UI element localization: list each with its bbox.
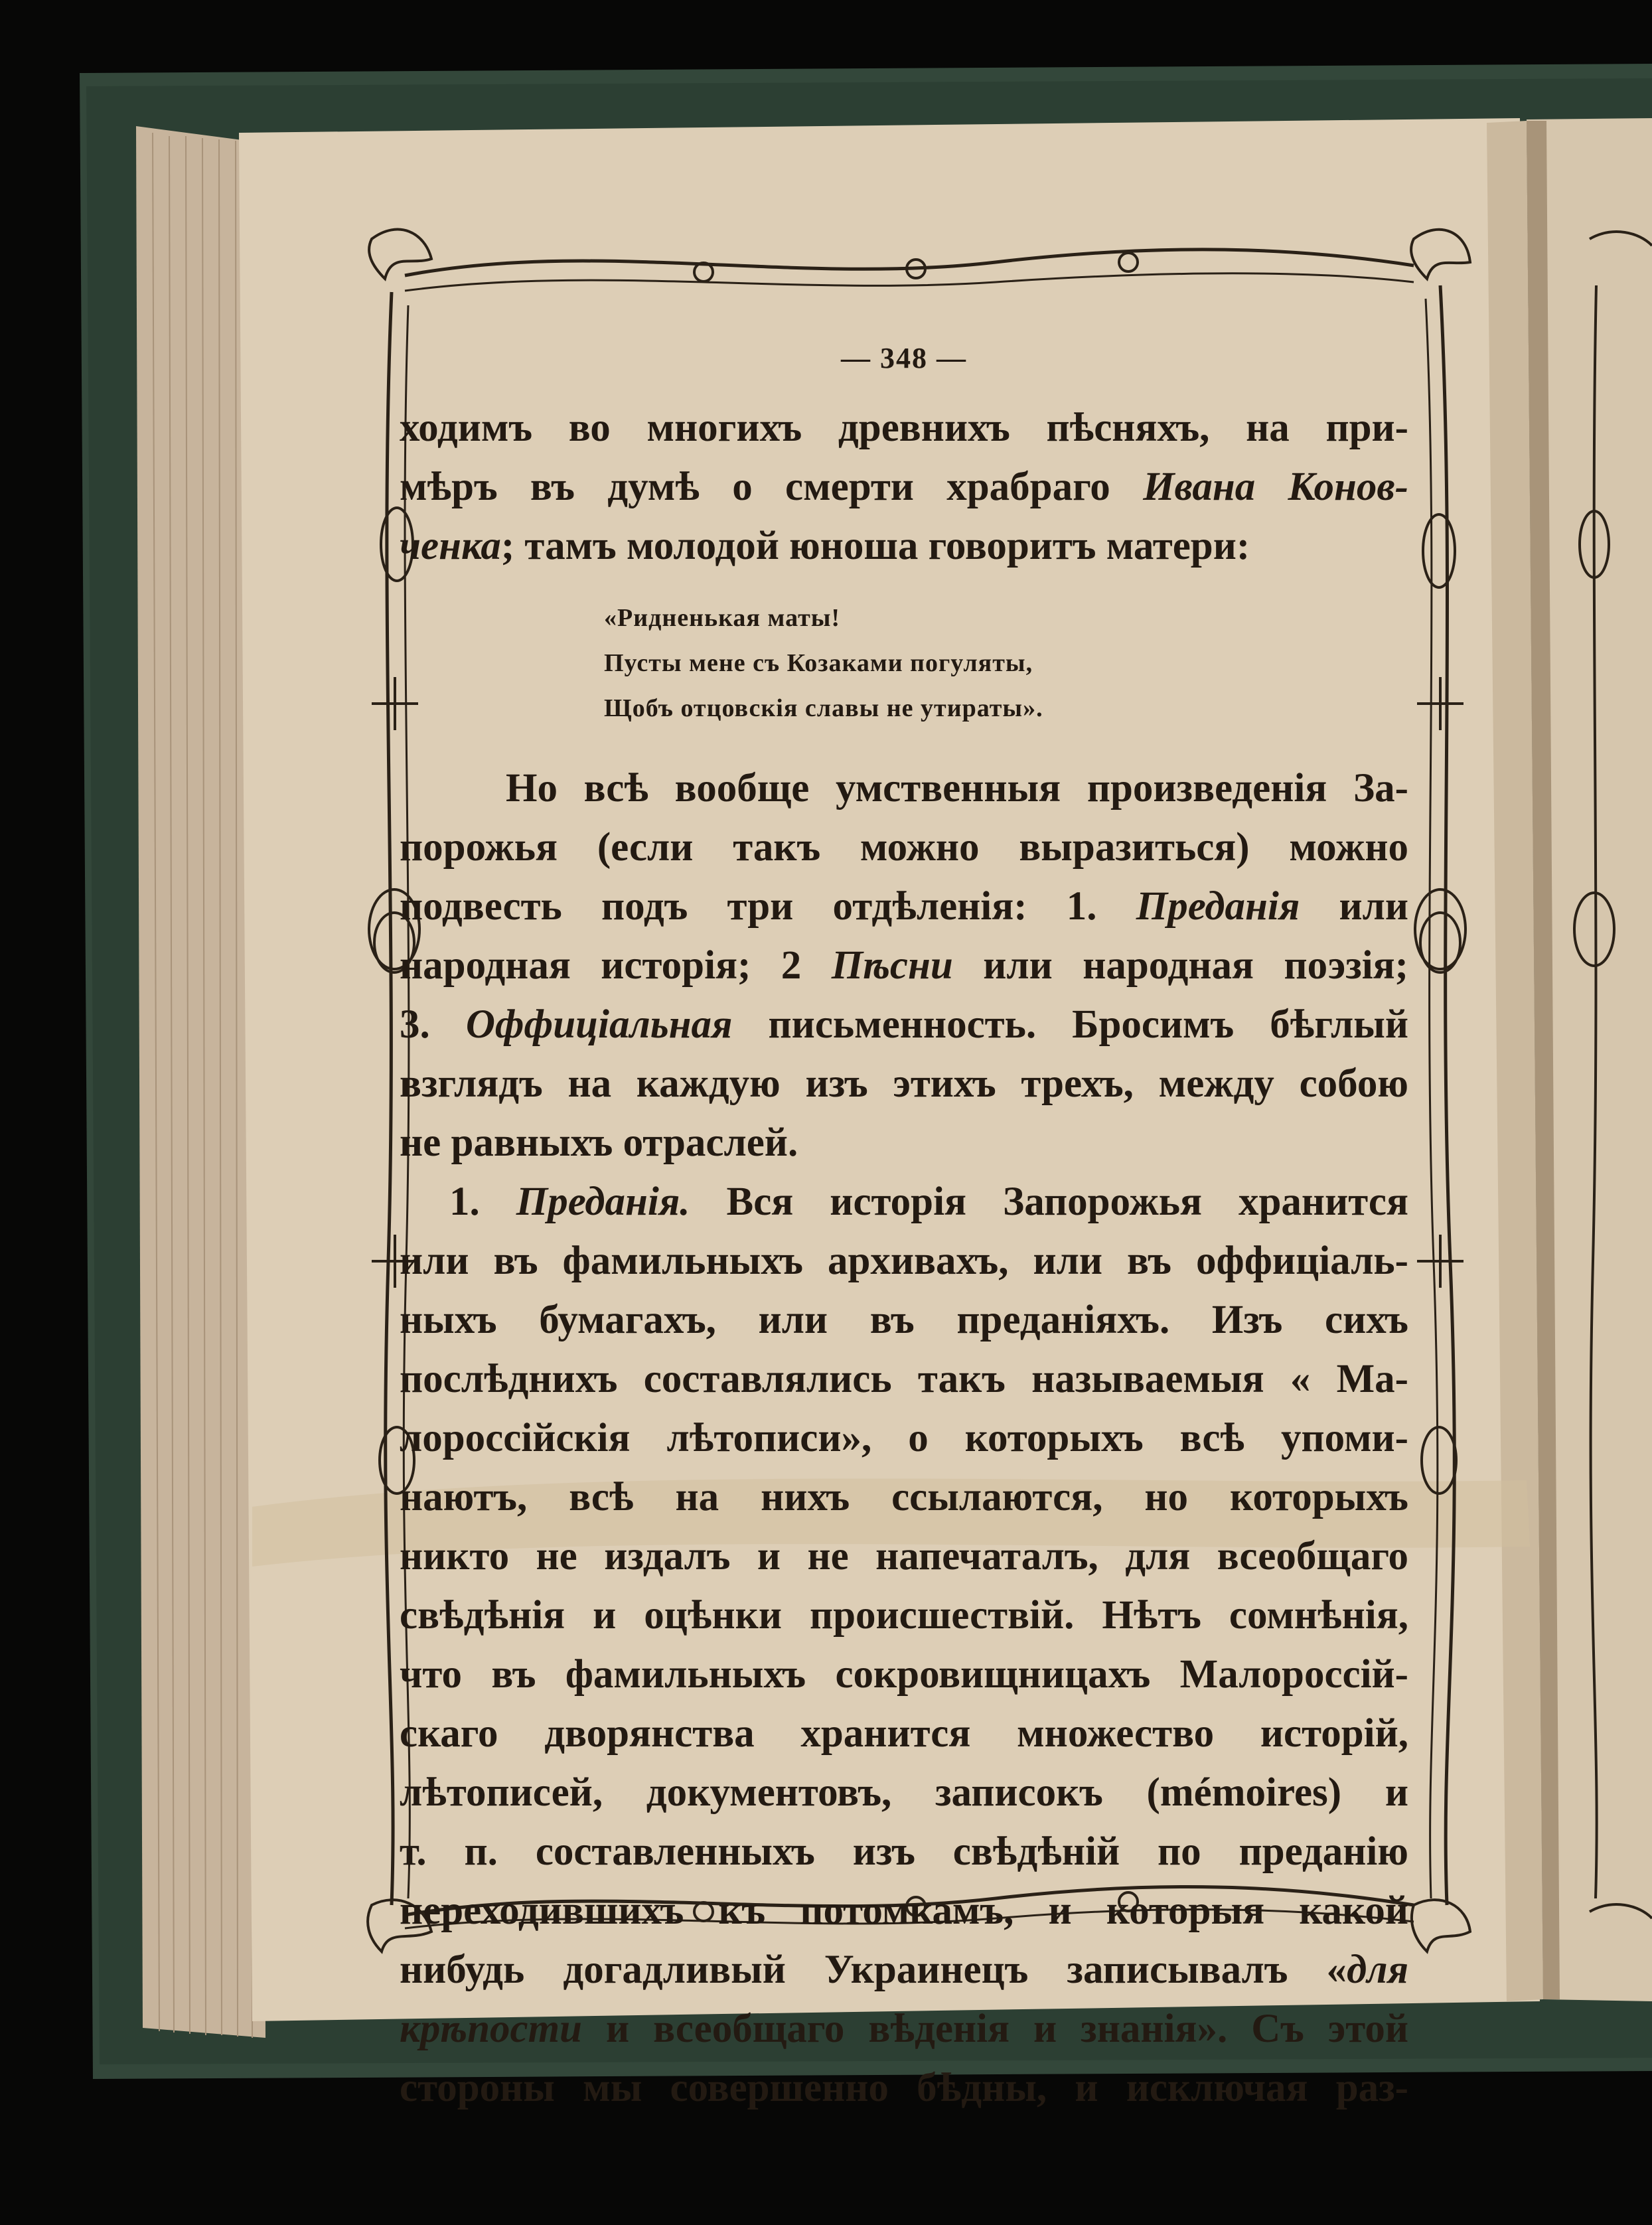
page-text-area xyxy=(400,332,1409,2110)
text-run: нибудь догадливый Украинецъ записывалъ « xyxy=(400,1948,1347,1992)
text-line: свѣдѣнія и оцѣнки происшествій. Нѣтъ сомнѣнія, xyxy=(400,1593,1408,1638)
text-line xyxy=(400,1172,1408,1231)
page-number: — 348 — xyxy=(841,342,967,374)
poem-line: Щобъ отцовскія славы не утиpаты». xyxy=(604,694,1043,722)
text-line: взглядъ на каждую изъ этихъ трехъ, между собою xyxy=(400,1061,1408,1106)
text-line: ныхъ бумагахъ, или въ преданіяхъ. Изъ сихъ xyxy=(400,1298,1408,1342)
text-run: или xyxy=(1300,884,1408,929)
text-run: 3. xyxy=(400,1002,466,1047)
text-line xyxy=(400,1940,1408,1999)
text-line: никто не издалъ и не напечаталъ, для всеобщаго xyxy=(400,1534,1408,1578)
text-line: Но всѣ вообще умственныя произведенія За- xyxy=(506,766,1408,810)
text-run: народная исторія; 2 xyxy=(400,943,832,988)
text-line xyxy=(400,1999,1408,2058)
poem-line: Пусты мене съ Козаками погуляты, xyxy=(604,649,1033,677)
text-line: лѣтописей, документовъ, записокъ (mémoires) и xyxy=(400,1770,1408,1815)
text-line: переходившихъ къ потомкамъ, и которыя какой xyxy=(400,1888,1408,1933)
text-line: ходимъ во многихъ древнихъ пѣсняхъ, на при- xyxy=(400,406,1408,450)
text-run: и всеобщаго вѣденія и знанія». Съ этой xyxy=(581,2007,1408,2051)
text-run: письменность. Бросимъ бѣглый xyxy=(732,1002,1409,1047)
text-line: наютъ, всѣ на нихъ ссылаются, но которыхъ xyxy=(400,1475,1408,1519)
italic-name: Ивана Конов- xyxy=(1143,465,1408,509)
italic-term: Преданія. xyxy=(516,1180,690,1224)
text-run: мѣръ въ думѣ о смерти храбраго xyxy=(400,465,1144,509)
text-line: т. п. составленныхъ изъ свѣдѣній по преданію xyxy=(400,1829,1408,1874)
text-line: или въ фамильныхъ архивахъ, или въ оффиціаль- xyxy=(400,1239,1408,1283)
intro-paragraph xyxy=(400,398,1408,575)
poem-line: «Ридненькая маты! xyxy=(604,604,841,632)
text-line xyxy=(400,516,1408,575)
italic-name: ченка xyxy=(400,524,501,568)
poem-quote xyxy=(604,595,1408,731)
italic-term: крѣпости xyxy=(400,2007,582,2051)
text-run: ; тамъ молодой юноша говоритъ матери: xyxy=(500,524,1250,568)
paragraph-1 xyxy=(400,759,1408,1172)
text-line: порожья (если такъ можно выразиться) можно xyxy=(400,825,1408,870)
italic-term: для xyxy=(1347,1948,1408,1992)
text-line: не равныхъ отраслей. xyxy=(400,1120,798,1165)
text-line xyxy=(400,936,1408,995)
text-run: 1. xyxy=(449,1180,516,1224)
text-line: скаго дворянства хранится множество исторій, xyxy=(400,1711,1408,1756)
italic-term: Пѣсни xyxy=(831,943,953,988)
italic-term: Преданія xyxy=(1136,884,1300,929)
text-line: что въ фамильныхъ сокровищницахъ Малороссій- xyxy=(400,1652,1408,1697)
text-run: подвесть подъ три отдѣленія: 1. xyxy=(400,884,1136,929)
text-line xyxy=(400,457,1408,516)
paragraph-2 xyxy=(400,1172,1408,2117)
italic-term: Оффиціальная xyxy=(465,1002,733,1047)
text-line xyxy=(400,995,1408,1054)
text-run: или народная поэзія; xyxy=(952,943,1408,988)
text-line: послѣднихъ составлялись такъ называемыя « Ма- xyxy=(400,1357,1408,1401)
text-line xyxy=(400,877,1408,936)
text-line: лороссійскія лѣтописи», о которыхъ всѣ упоми- xyxy=(400,1416,1408,1460)
text-run: Вся исторія Запорожья хранится xyxy=(690,1180,1409,1224)
text-line: стороны мы совершенно бѣдны, и исключая раз- xyxy=(400,2066,1408,2110)
